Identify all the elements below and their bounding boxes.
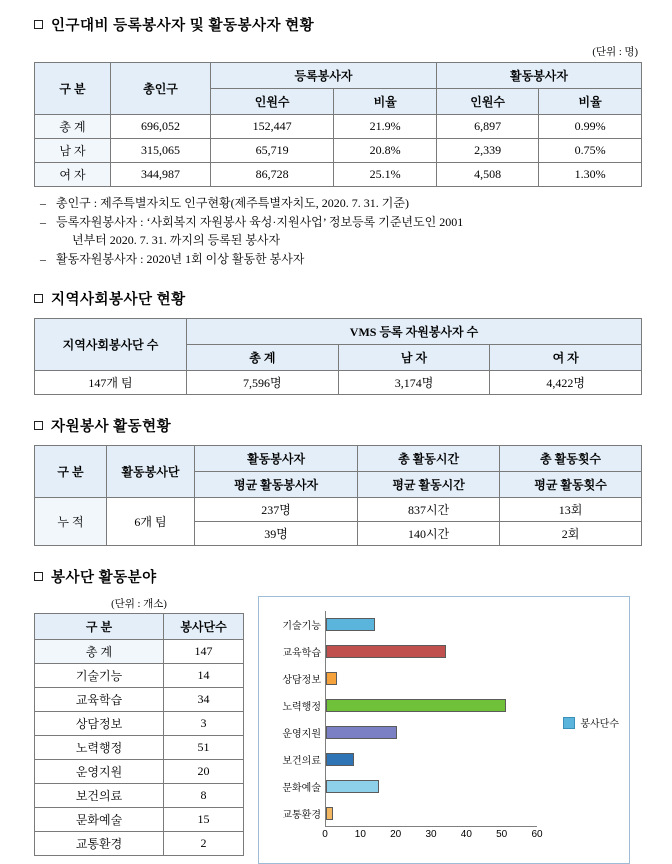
row-label: 총 계	[35, 640, 164, 664]
cell-counts: 2회	[500, 522, 642, 546]
chart-bar-row	[282, 719, 537, 746]
th-registered-count: 인원수	[211, 89, 334, 115]
chart-category-label: 교통환경	[282, 810, 321, 822]
cell-population: 696,052	[111, 115, 211, 139]
footnote-text: 총인구 : 제주특별자치도 인구현황(제주특별자치도, 2020. 7. 31. 기준)	[56, 196, 409, 210]
row-label: 교통환경	[35, 832, 164, 856]
cell-population: 315,065	[111, 139, 211, 163]
th-male: 남 자	[338, 345, 490, 371]
th-registered-group: 등록봉사자	[211, 63, 437, 89]
th-active-count: 인원수	[437, 89, 539, 115]
chart-bar	[326, 699, 506, 712]
th-corps-count: 지역사회봉사단 수	[35, 319, 187, 371]
th-division: 구 분	[35, 446, 107, 498]
section-title	[34, 566, 642, 587]
table-row	[35, 832, 244, 856]
cell-active-count: 4,508	[437, 163, 539, 187]
cell-value: 3	[164, 712, 244, 736]
table-row	[35, 688, 244, 712]
section-activity-fields	[34, 566, 642, 864]
cell-active-corps: 6개 팀	[107, 498, 195, 546]
fields-table-wrap	[34, 596, 244, 856]
chart-x-tick: 40	[460, 829, 472, 841]
square-bullet-icon	[34, 421, 43, 430]
community-corps-table	[34, 318, 642, 395]
row-label: 운영지원	[35, 760, 164, 784]
cell-active-ratio: 0.75%	[539, 139, 642, 163]
cell-registered-count: 152,447	[211, 115, 334, 139]
legend-label: 봉사단수	[580, 719, 619, 731]
row-label: 기술기능	[35, 664, 164, 688]
cell-volunteers: 237명	[195, 498, 358, 522]
table-header-row	[35, 319, 642, 345]
th-active-group: 활동봉사자	[437, 63, 642, 89]
th-active-ratio: 비율	[539, 89, 642, 115]
table-header-row	[35, 63, 642, 89]
row-label: 보건의료	[35, 784, 164, 808]
table-row	[35, 712, 244, 736]
chart-bar	[326, 807, 333, 820]
chart-bar-row	[282, 800, 537, 827]
chart-x-tick: 0	[322, 829, 328, 841]
cell-volunteers: 39명	[195, 522, 358, 546]
footnote-text: 활동자원봉사자 : 2020년 1회 이상 활동한 봉사자	[56, 251, 305, 266]
square-bullet-icon	[34, 20, 43, 29]
chart-bar	[326, 753, 354, 766]
chart-bar-row	[282, 746, 537, 773]
chart-bar-row	[282, 692, 537, 719]
table-row	[35, 808, 244, 832]
cell-active-ratio: 0.99%	[539, 115, 642, 139]
table-header-row	[35, 446, 642, 472]
row-label: 여 자	[35, 163, 111, 187]
cell-hours: 140시간	[358, 522, 500, 546]
population-table	[34, 62, 642, 187]
activity-fields-table	[34, 613, 244, 856]
chart-category-label: 문화예술	[282, 783, 321, 795]
th-active-volunteers: 활동봉사자	[195, 446, 358, 472]
cell-hours: 837시간	[358, 498, 500, 522]
footnote-text: 등록자원봉사자 : ‘사회복지 자원봉사 육성·지원사업’ 정보등록 기준년도인 2001	[56, 214, 464, 229]
cell-corps-count: 147개 팀	[35, 371, 187, 395]
table-row	[35, 139, 642, 163]
section-title	[34, 14, 642, 35]
unit-note: (단위 : 개소)	[111, 599, 167, 611]
section-population	[34, 14, 642, 268]
table-row	[35, 784, 244, 808]
fields-chart-row	[34, 596, 642, 864]
chart-bar	[326, 726, 397, 739]
cell-active-count: 2,339	[437, 139, 539, 163]
cell-total: 7,596명	[187, 371, 339, 395]
chart-x-tick: 50	[496, 829, 508, 841]
chart-category-label: 노력행정	[282, 702, 321, 714]
cell-registered-count: 86,728	[211, 163, 334, 187]
unit-note: (단위 : 명)	[592, 47, 638, 58]
chart-bar	[326, 672, 337, 685]
th-division: 구 분	[35, 614, 164, 640]
cell-population: 344,987	[111, 163, 211, 187]
th-total-hours: 총 활동시간	[358, 446, 500, 472]
cell-active-count: 6,897	[437, 115, 539, 139]
row-label: 남 자	[35, 139, 111, 163]
th-division: 구 분	[35, 63, 111, 115]
table-header-row	[35, 614, 244, 640]
table-row	[35, 498, 642, 522]
th-total-population: 총인구	[111, 63, 211, 115]
th-total-counts: 총 활동횟수	[500, 446, 642, 472]
th-total: 총 계	[187, 345, 339, 371]
row-label: 누 적	[35, 498, 107, 546]
row-label: 노력행정	[35, 736, 164, 760]
chart-category-label: 운영지원	[282, 729, 321, 741]
cell-value: 147	[164, 640, 244, 664]
th-registered-ratio: 비율	[334, 89, 437, 115]
chart-bar-row	[282, 665, 537, 692]
table-row	[35, 760, 244, 784]
th-female: 여 자	[490, 345, 642, 371]
chart-bar	[326, 618, 375, 631]
section-title-text: 봉사단 활동분야	[51, 570, 157, 587]
section-title-text: 자원봉사 활동현황	[51, 419, 172, 436]
row-label: 상담정보	[35, 712, 164, 736]
table-row	[35, 664, 244, 688]
footnote-text: 년부터 2020. 7. 31. 까지의 등록된 봉사자	[72, 233, 281, 248]
chart-x-tick: 30	[425, 829, 437, 841]
cell-value: 8	[164, 784, 244, 808]
chart-legend	[563, 715, 619, 730]
chart-bar-row	[282, 638, 537, 665]
legend-swatch-icon	[563, 717, 575, 729]
footnote	[40, 250, 642, 269]
th-active-corps: 활동봉사단	[107, 446, 195, 498]
table-row	[35, 163, 642, 187]
cell-value: 20	[164, 760, 244, 784]
section-community-corps	[34, 288, 642, 395]
cell-value: 14	[164, 664, 244, 688]
cell-female: 4,422명	[490, 371, 642, 395]
th-vms-group: VMS 등록 자원봉사자 수	[187, 319, 642, 345]
table-row	[35, 736, 244, 760]
footnote	[40, 213, 642, 232]
section-title-text: 인구대비 등록봉사자 및 활동봉사자 현황	[51, 18, 315, 34]
cell-registered-ratio: 20.8%	[334, 139, 437, 163]
chart-x-tick: 20	[390, 829, 402, 841]
chart-x-tick: 60	[531, 829, 543, 841]
cell-value: 2	[164, 832, 244, 856]
th-avg-volunteers: 평균 활동봉사자	[195, 472, 358, 498]
activity-status-table	[34, 445, 642, 546]
cell-registered-ratio: 25.1%	[334, 163, 437, 187]
cell-value: 15	[164, 808, 244, 832]
chart-x-axis	[322, 829, 543, 845]
cell-registered-count: 65,719	[211, 139, 334, 163]
chart-category-label: 기술기능	[282, 621, 321, 633]
section-activity-status	[34, 415, 642, 546]
table-row	[35, 640, 244, 664]
th-avg-hours: 평균 활동시간	[358, 472, 500, 498]
section-title-text: 지역사회봉사단 현황	[51, 292, 186, 309]
section-title	[34, 288, 642, 309]
table-row	[35, 115, 642, 139]
cell-active-ratio: 1.30%	[539, 163, 642, 187]
footnote-continued	[40, 231, 642, 250]
cell-counts: 13회	[500, 498, 642, 522]
table-row	[35, 371, 642, 395]
section-title	[34, 415, 642, 436]
row-label: 총 계	[35, 115, 111, 139]
chart-bar	[326, 645, 446, 658]
chart-plot-area	[282, 611, 537, 827]
dash-icon: –	[40, 196, 46, 210]
chart-category-label: 상담정보	[282, 675, 321, 687]
spacer	[40, 231, 50, 250]
footnotes	[40, 194, 642, 268]
cell-value: 34	[164, 688, 244, 712]
square-bullet-icon	[34, 572, 43, 581]
chart-bar-row	[282, 611, 537, 638]
cell-registered-ratio: 21.9%	[334, 115, 437, 139]
chart-x-tick: 10	[354, 829, 366, 841]
chart-category-label: 보건의료	[282, 756, 321, 768]
fields-bar-chart	[258, 596, 630, 864]
dash-icon: –	[40, 214, 46, 229]
cell-value: 51	[164, 736, 244, 760]
footnote	[40, 194, 642, 213]
square-bullet-icon	[34, 294, 43, 303]
chart-category-label: 교육학습	[282, 648, 321, 660]
th-avg-counts: 평균 활동횟수	[500, 472, 642, 498]
th-corps-count: 봉사단수	[164, 614, 244, 640]
cell-male: 3,174명	[338, 371, 490, 395]
row-label: 교육학습	[35, 688, 164, 712]
chart-bar-row	[282, 773, 537, 800]
chart-bar	[326, 780, 379, 793]
row-label: 문화예술	[35, 808, 164, 832]
dash-icon: –	[40, 251, 46, 266]
